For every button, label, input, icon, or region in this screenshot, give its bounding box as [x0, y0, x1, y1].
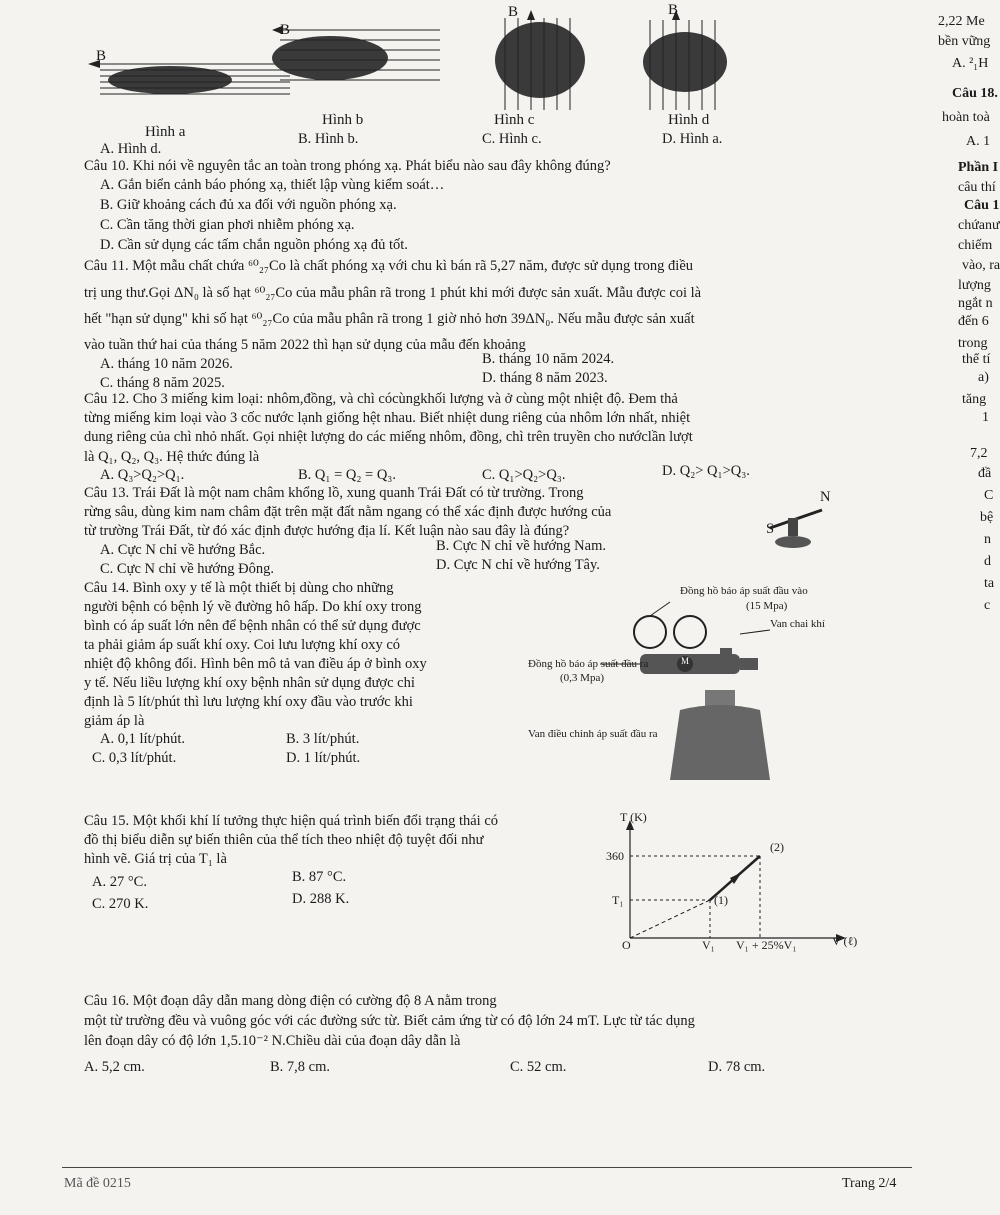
q13-line-3: từ trường Trái Đất, từ đó xác định được hướng địa lí. Kết luận nào sau đây là đúng? [84, 523, 570, 539]
right-col-line-24: bệ [980, 510, 994, 525]
q9-option-b: B. Hình b. [298, 131, 359, 147]
graph-tick-v1: V₁ [702, 938, 715, 952]
q14-line-3: bình có áp suất lớn nên để bệnh nhân có thể sử dụng được [84, 618, 421, 634]
q14-line-8: giảm áp là [84, 713, 145, 729]
q11-option-d: D. tháng 8 năm 2023. [482, 370, 608, 386]
right-col-line-2: bền vững [938, 34, 991, 49]
right-col-line-1: 2,22 Me [938, 14, 985, 29]
q16-line-2: một từ trường đều và vuông góc với các đường sức từ. Biết cảm ứng từ có độ lớn 24 mT. Lực từ tác dụng [84, 1013, 695, 1029]
field-label-a: B [96, 48, 107, 64]
right-col-line-11: chiếm [958, 238, 993, 253]
right-col-line-7: Phần I [958, 160, 999, 175]
caption-c: Hình c [494, 112, 535, 128]
q15-line-2: đồ thị biểu diễn sự biến thiên của thể tích theo nhiệt độ tuyệt đối như [84, 832, 484, 848]
q13-option-c: C. Cực N chỉ về hướng Đông. [100, 561, 275, 577]
q11-line-1: Câu 11. Một mẫu chất chứa ⁶⁰₂₇Co là chất phóng xạ với chu kì bán rã 5,27 năm, được sử dụng trong điều [84, 258, 694, 274]
graph-point-1-label: (1) [714, 893, 728, 907]
q16-option-b: B. 7,8 cm. [270, 1059, 331, 1075]
field-label-b: B [280, 22, 291, 38]
right-col-line-17: thể tí [962, 352, 991, 367]
q15-line-1: Câu 15. Một khối khí lí tưởng thực hiện quá trình biến đổi trạng thái có [84, 813, 499, 829]
q14-option-c: C. 0,3 lít/phút. [92, 750, 177, 766]
q9-option-c: C. Hình c. [482, 131, 542, 147]
figure-b-ellipse [272, 26, 440, 80]
q10-option-c: C. Cần tăng thời gian phơi nhiễm phóng xạ. [100, 217, 355, 233]
caption-d: Hình d [668, 112, 710, 128]
graph-origin-label: O [622, 938, 631, 952]
right-col-line-4: Câu 18. [952, 86, 998, 101]
q13-line-1: Câu 13. Trái Đất là một nam châm khổng lồ, xung quanh Trái Đất có từ trường. Trong [84, 485, 584, 501]
right-col-line-23: C [984, 488, 994, 503]
graph-x-label: V (ℓ) [832, 934, 858, 948]
q14-line-4: ta phải giảm áp suất khí oxy. Coi lưu lượng khí oxy có [84, 637, 401, 653]
q15-option-d: D. 288 K. [292, 891, 350, 907]
gas-valve-label: Van chai khí [770, 618, 825, 630]
right-col-line-28: c [984, 598, 991, 613]
q12-option-a: A. Q₃>Q₂>Q₁. [100, 467, 185, 483]
right-col-line-9: Câu 1 [964, 198, 1000, 213]
q11-line-4: vào tuần thứ hai của tháng 5 năm 2022 thì hạn sử dụng của mẫu đến khoảng [84, 337, 526, 353]
q11-option-c: C. tháng 8 năm 2025. [100, 375, 225, 391]
right-col-line-19: tăng [962, 392, 987, 407]
q14-line-2: người bệnh có bệnh lý về đường hô hấp. Do khí oxy trong [84, 599, 422, 615]
right-col-line-22: đầ [978, 466, 992, 481]
compass-s-label: S [766, 521, 775, 537]
q11-line-2: trị ung thư.Gọi ΔN₀ là số hạt ⁶⁰₂₇Co của mẫu phân rã trong 1 phút khi mới được sản xuất. Mẫu được coi là [84, 285, 702, 301]
right-col-line-26: d [984, 554, 991, 569]
q12-option-b: B. Q₁ = Q₂ = Q₃. [298, 467, 396, 483]
q16-option-c: C. 52 cm. [510, 1059, 567, 1075]
compass-n-label: N [820, 489, 831, 505]
graph-point-2-label: (2) [770, 840, 784, 854]
caption-b: Hình b [322, 112, 364, 128]
figure-a-ellipse [88, 60, 290, 94]
q13-line-2: rừng sâu, dùng kim nam châm đặt trên mặt đất nằm ngang có thể xác định được hướng của [84, 504, 612, 520]
q13-option-d: D. Cực N chỉ về hướng Tây. [436, 557, 600, 573]
figure-d-ellipse [643, 10, 727, 110]
magnetic-field-figures [60, 0, 740, 118]
right-col-line-18: a) [978, 370, 989, 385]
q9-option-a: A. Hình d. [100, 141, 162, 157]
right-col-line-3: A. ²₁H [952, 56, 989, 71]
q13-option-b: B. Cực N chỉ về hướng Nam. [436, 538, 606, 554]
outlet-gauge-value: (0,3 Mpa) [560, 672, 604, 684]
q14-line-6: y tế. Nếu liều lượng khí oxy bệnh nhân sử dụng được chỉ [84, 675, 415, 691]
q15-option-a: A. 27 °C. [92, 874, 147, 890]
q14-line-5: nhiệt độ không đổi. Hình bên mô tả van điều áp ở bình oxy [84, 656, 427, 672]
q14-line-1: Câu 14. Bình oxy y tế là một thiết bị dùng cho những [84, 580, 394, 596]
graph-y-label: T (K) [620, 810, 647, 824]
regulator-m-label: M [681, 656, 690, 666]
right-col-line-12: vào, ra [962, 258, 1000, 273]
q15-option-b: B. 87 °C. [292, 869, 347, 885]
right-col-line-20: 1 [982, 410, 989, 425]
regulator-label: Van điều chỉnh áp suất đầu ra [528, 728, 658, 740]
graph-tick-t1: T₁ [612, 893, 624, 907]
q16-line-1: Câu 16. Một đoạn dây dẫn mang dòng điện có cường độ 8 A nằm trong [84, 993, 497, 1009]
q14-option-b: B. 3 lít/phút. [286, 731, 360, 747]
caption-a: Hình a [145, 124, 186, 140]
figure-c-ellipse [495, 10, 585, 110]
exam-code: Mã đề 0215 [64, 1176, 131, 1191]
inlet-gauge-label: Đồng hồ báo áp suất đầu vào [680, 585, 808, 597]
q9-option-d: D. Hình a. [662, 131, 723, 147]
right-col-line-21: 7,2 [970, 446, 988, 461]
q10-option-b: B. Giữ khoảng cách đủ xa đối với nguồn phóng xạ. [100, 197, 397, 213]
q10-option-a: A. Gắn biển cảnh báo phóng xạ, thiết lập vùng kiểm soát… [100, 177, 445, 193]
q10-stem: Câu 10. Khi nói về nguyên tắc an toàn trong phóng xạ. Phát biểu nào sau đây không đúng? [84, 158, 611, 174]
right-col-line-15: đến 6 [958, 314, 989, 329]
right-col-line-14: ngắt n [958, 296, 993, 311]
q12-line-1: Câu 12. Cho 3 miếng kim loại: nhôm,đồng, và chì cócùngkhối lượng và ở cùng một nhiệt độ. Đem thả [84, 391, 678, 407]
q11-option-a: A. tháng 10 năm 2026. [100, 356, 233, 372]
q14-line-7: định là 5 lít/phút thì lưu lượng khí oxy đầu vào trước khi [84, 694, 413, 710]
q14-option-a: A. 0,1 lít/phút. [100, 731, 185, 747]
right-col-line-6: A. 1 [966, 134, 991, 149]
q16-option-a: A. 5,2 cm. [84, 1059, 145, 1075]
q10-option-d: D. Cần sử dụng các tấm chắn nguồn phóng xạ đủ tốt. [100, 237, 408, 253]
q16-line-3: lên đoạn dây có độ lớn 1,5.10⁻² N.Chiều dài của đoạn dây dẫn là [84, 1033, 461, 1049]
q11-line-3: hết "hạn sử dụng" khi số hạt ⁶⁰₂₇Co của mẫu phân rã trong 1 giờ nhỏ hơn 39ΔN₀. Nếu mẫu được sản xuất [84, 311, 695, 327]
page-number: Trang 2/4 [842, 1176, 897, 1191]
inlet-gauge-value: (15 Mpa) [746, 600, 788, 612]
right-col-line-10: chứanư [958, 218, 1000, 233]
graph-tick-v1b: V₁ + 25%V₁ [736, 938, 797, 952]
right-col-line-13: lượng [958, 278, 991, 293]
right-col-line-25: n [984, 532, 991, 547]
q14-option-d: D. 1 lít/phút. [286, 750, 361, 766]
q12-line-3: dung riêng của chì nhỏ nhất. Gọi nhiệt lượng do các miếng nhôm, đồng, chì trên truyền cho nướclần lượt [84, 429, 693, 445]
field-label-d: B [668, 2, 679, 18]
graph-tick-360: 360 [606, 849, 624, 863]
q13-option-a: A. Cực N chỉ về hướng Bắc. [100, 542, 266, 558]
q12-line-2: từng miếng kim loại vào 3 cốc nước lạnh giống hệt nhau. Biết nhiệt dung riêng của nhôm lớn nhất, nhiệt [84, 410, 691, 426]
q12-option-c: C. Q₁>Q₂>Q₃. [482, 467, 566, 483]
q15-option-c: C. 270 K. [92, 896, 149, 912]
q11-option-b: B. tháng 10 năm 2024. [482, 351, 615, 367]
q16-option-d: D. 78 cm. [708, 1059, 766, 1075]
right-col-line-16: trong [958, 336, 988, 351]
footer-divider [62, 1167, 912, 1168]
right-col-line-5: hoàn toà [942, 110, 990, 125]
right-col-line-27: ta [984, 576, 995, 591]
q12-option-d: D. Q₂> Q₁>Q₃. [662, 463, 750, 479]
outlet-gauge-label: Đồng hồ báo áp suất đầu ra [528, 658, 649, 670]
field-label-c: B [508, 4, 519, 20]
q12-line-4: là Q₁, Q₂, Q₃. Hệ thức đúng là [84, 449, 260, 465]
q15-line-3: hình vẽ. Giá trị của T₁ là [84, 851, 227, 867]
right-col-line-8: câu thí [958, 180, 996, 195]
